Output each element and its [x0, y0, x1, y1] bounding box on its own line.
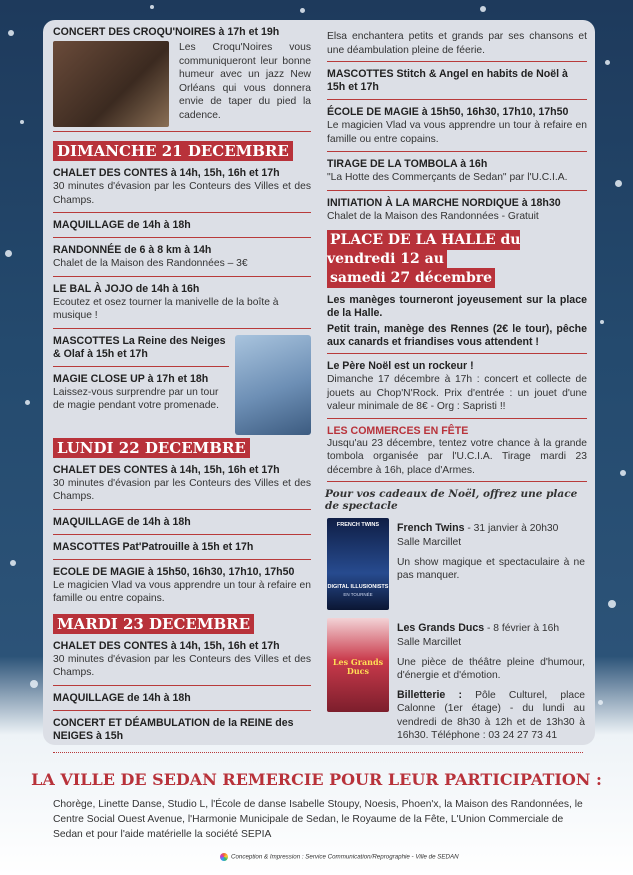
show-venue: Salle Marcillet — [397, 537, 462, 548]
divider — [53, 237, 311, 238]
divider — [53, 685, 311, 686]
concert-title: CONCERT DES CROQU'NOIRES à 17h et 19h — [53, 26, 280, 38]
concert-text: Les Croqu'Noires vous communiqueront leur bonne humeur avec un jazz New Orléans qui vous donnera envie de taper du pied la cadence. — [179, 42, 311, 121]
divider — [327, 61, 587, 62]
event-text: 30 minutes d'évasion par les Conteurs des Villes et des Champs. — [53, 477, 311, 502]
pere-noel-text: Dimanche 17 décembre à 17h : concert et collecte de jouets au Chop'N'Rock. Prix d'entrée : un jouet d'une valeur minimale de 8€ - Org : Sapristi !! — [327, 374, 587, 412]
divider — [53, 559, 311, 560]
divider — [327, 151, 587, 152]
footer-text: Chorège, Linette Danse, Studio L, l'École de danse Isabelle Stoupy, Noesis, Phoen'x, la Maison des Randonnées, le Centre Social Ouest Avenue, l'Harmonie Municipale de Sedan, le Royaume de la Fête, L'Union Commerciale de Sedan et pour l'aide matérielle la société SEPIA — [53, 799, 583, 840]
divider — [53, 131, 311, 132]
event-title: CHALET DES CONTES à 14h, 15h, 16h et 17h — [53, 639, 280, 652]
place-title-line1: PLACE DE LA HALLE du vendredi 12 au — [327, 232, 521, 267]
divider — [327, 190, 587, 191]
divider — [53, 366, 229, 367]
show-text: Un show magique et spectaculaire à ne pas manquer. — [397, 556, 585, 581]
pere-noel-title: Le Père Noël est un rockeur ! — [327, 360, 474, 372]
left-column — [53, 26, 311, 748]
divider — [53, 710, 311, 711]
commerces-text: Jusqu'au 23 décembre, tentez votre chance à la grande tombola organisée par l'U.C.I.A. Tirage mardi 23 décembre à 16h, place d'Armes. — [327, 437, 587, 476]
show-title: French Twins — [397, 522, 465, 534]
event-title: MAQUILLAGE de 14h à 18h — [53, 515, 191, 528]
french-twins-poster — [327, 518, 389, 610]
divider — [53, 212, 311, 213]
poster-label: DIGITAL ILLUSIONISTS — [327, 584, 389, 590]
event-title: ECOLE DE MAGIE à 15h50, 16h30, 17h10, 17h50 — [53, 565, 295, 578]
commerces-title: LES COMMERCES EN FÊTE — [327, 424, 469, 437]
event-text: 30 minutes d'évasion par les Conteurs des Villes et des Champs. — [53, 181, 311, 206]
event-title: MAQUILLAGE de 14h à 18h — [53, 691, 191, 704]
event-text: 30 minutes d'évasion par les Conteurs des Villes et des Champs. — [53, 653, 311, 678]
frozen-mascots-photo — [235, 335, 311, 435]
event-title: LE BAL À JOJO de 14h à 16h — [53, 282, 200, 295]
event-title: MASCOTTES Stitch & Angel en habits de Noël à 15h et 17h — [327, 68, 568, 93]
place-text-1: Les manèges tourneront joyeusement sur la place de la Halle. — [327, 294, 587, 319]
grands-ducs-poster — [327, 618, 389, 712]
day-heading-monday: LUNDI 22 DECEMBRE — [53, 438, 250, 458]
right-column — [327, 30, 587, 743]
divider — [53, 276, 311, 277]
divider — [53, 328, 311, 329]
elsa-text: Elsa enchantera petits et grands par ses chansons et une déambulation pleine de féerie. — [327, 31, 587, 56]
divider — [327, 481, 587, 482]
billetterie-text: Pôle Culturel, place Calonne (1er étage) - du lundi au vendredi de 8h30 à 12h et de 13h30 à 16h30. Téléphone : 03 24 27 73 41 — [397, 689, 585, 741]
event-text: "La Hotte des Commerçants de Sedan" par l'U.C.I.A. — [327, 172, 568, 183]
event-text: Le magicien Vlad va vous apprendre un tour à refaire en famille ou entre copains. — [327, 120, 587, 145]
event-title: CONCERT ET DÉAMBULATION de la REINE des NEIGES à 15h — [53, 716, 294, 742]
jazz-band-photo — [53, 41, 169, 127]
event-title: CHALET DES CONTES à 14h, 15h, 16h et 17h — [53, 167, 280, 179]
event-text: Ecoutez et osez tourner la manivelle de la boîte à musique ! — [53, 296, 279, 321]
event-title: MASCOTTES Pat'Patrouille à 15h et 17h — [53, 540, 254, 553]
event-text: Laissez-vous surprendre par un tour de magie pendant votre promenade. — [53, 386, 220, 411]
poster-label: FRENCH TWINS — [336, 522, 380, 528]
event-title: TIRAGE DE LA TOMBOLA à 16h — [327, 158, 488, 170]
footer-title: LA VILLE DE SEDAN REMERCIE POUR LEUR PARTICIPATION : — [31, 770, 602, 789]
place-text-2: Petit train, manège des Rennes (2€ le tour), pêche aux canards et friandises vous attendent ! — [327, 323, 587, 348]
credits-text: Conception & Impression : Service Communication/Reprographie - Ville de SEDAN — [231, 853, 459, 861]
divider — [327, 418, 587, 419]
show-date: - 31 janvier à 20h30 — [464, 523, 559, 534]
event-text: Le magicien Vlad va vous apprendre un tour à refaire en famille ou entre copains. — [53, 579, 311, 604]
event-title: MAGIE CLOSE UP à 17h et 18h — [53, 372, 209, 385]
event-text: Chalet de la Maison des Randonnées - Gratuit — [327, 210, 539, 222]
show-title: Les Grands Ducs — [397, 622, 485, 634]
event-text: Chalet de la Maison des Randonnées – 3€ — [53, 258, 248, 269]
footer-divider — [53, 752, 583, 753]
divider — [53, 509, 311, 510]
divider — [53, 534, 311, 535]
color-wheel-icon — [220, 853, 228, 861]
poster-label: EN TOURNÉE — [343, 592, 373, 597]
event-title: RANDONNÉE de 6 à 8 km à 14h — [53, 244, 212, 256]
place-title-line2: samedi 27 décembre — [327, 268, 495, 288]
divider — [327, 353, 587, 354]
event-title: ÉCOLE DE MAGIE à 15h50, 16h30, 17h10, 17h50 — [327, 106, 569, 118]
poster-label: Les Grands Ducs — [332, 657, 384, 676]
show-text: Une pièce de théâtre pleine d'humour, d'énergie et d'émotion. — [397, 656, 585, 681]
event-block — [53, 167, 311, 207]
spectacle-title: Pour vos cadeaux de Noël, offrez une place de spectacle — [325, 488, 578, 512]
divider — [327, 99, 587, 100]
day-heading-sunday: DIMANCHE 21 DECEMBRE — [53, 141, 293, 161]
event-title: MAQUILLAGE de 14h à 18h — [53, 219, 191, 231]
event-title: CHALET DES CONTES à 14h, 15h, 16h et 17h — [53, 463, 280, 476]
credits — [220, 853, 459, 861]
day-heading-tuesday: MARDI 23 DECEMBRE — [53, 614, 254, 634]
show-venue: Salle Marcillet — [397, 637, 462, 648]
event-title: MASCOTTES La Reine des Neiges & Olaf à 15h et 17h — [53, 334, 226, 360]
event-title: INITIATION À LA MARCHE NORDIQUE à 18h30 — [327, 196, 561, 209]
show-date: - 8 février à 16h — [484, 623, 560, 634]
billetterie-label: Billetterie : — [397, 688, 463, 701]
